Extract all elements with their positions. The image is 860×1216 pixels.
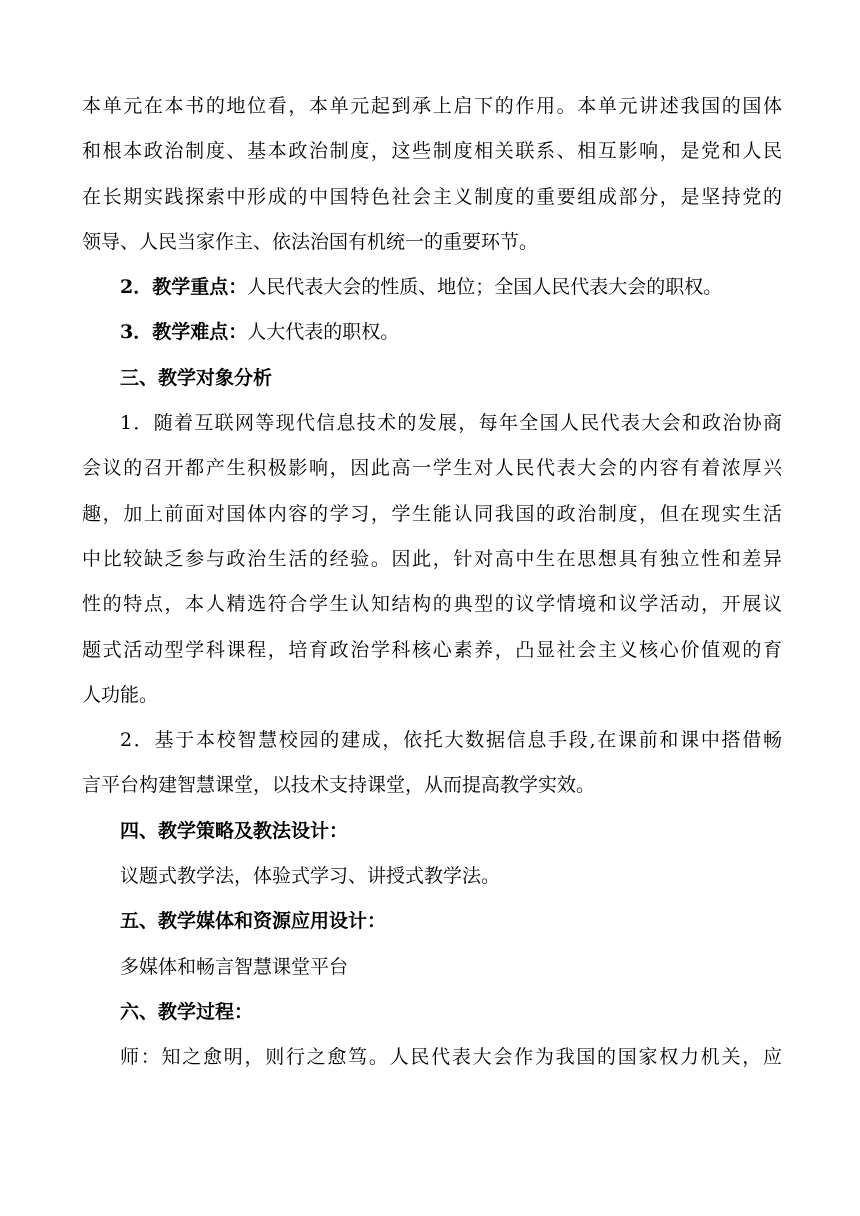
key-point-paragraph (82, 265, 782, 310)
section-heading-5: 五、教学媒体和资源应用设计： (120, 910, 387, 933)
difficulty-text: 人大代表的职权。 (247, 321, 400, 344)
paragraph-line: 1．随着互联网等现代信息技术的发展，每年全国人民代表大会和政治协商 (120, 412, 782, 435)
document-page (82, 84, 782, 1081)
section-4-text: 议题式教学法，体验式学习、讲授式教学法。 (120, 865, 501, 888)
paragraph-line: 性的特点，本人精选符合学生认知结构的典型的议学情境和议学活动，开展议 (82, 593, 782, 616)
paragraph-line: 2．基于本校智慧校园的建成，依托大数据信息手段,在课前和课中搭借畅 (120, 729, 782, 752)
paragraph-line: 在长期实践探索中形成的中国特色社会主义制度的重要组成部分，是坚持党的 (82, 185, 782, 208)
paragraph-line: 人功能。 (82, 683, 159, 706)
section-heading-4: 四、教学策略及教法设计： (120, 819, 349, 842)
paragraph-line: 中比较缺乏参与政治生活的经验。因此，针对高中生在思想具有独立性和差异 (82, 547, 782, 570)
paragraph-line: 本单元在本书的地位看，本单元起到承上启下的作用。本单元讲述我国的国体 (82, 95, 782, 117)
paragraph-line: 领导、人民当家作主、依法治国有机统一的重要环节。 (82, 230, 539, 253)
paragraph-line: 和根本政治制度、基本政治制度，这些制度相关联系、相互影响，是党和人民 (82, 140, 782, 163)
key-point-label: 2．教学重点： (120, 276, 248, 299)
difficulty-label: 3．教学难点： (120, 321, 248, 344)
paragraph-line: 题式活动型学科课程，培育政治学科核心素养，凸显社会主义核心价值观的育 (82, 638, 782, 661)
difficulty-paragraph (82, 310, 782, 355)
section-heading-3: 三、教学对象分析 (120, 366, 273, 389)
section-heading-6: 六、教学过程： (120, 1000, 254, 1023)
key-point-text: 人民代表大会的性质、地位；全国人民代表大会的职权。 (247, 276, 723, 299)
paragraph-line: 言平台构建智慧课堂，以技术支持课堂，从而提高教学实效。 (82, 774, 596, 797)
section-6-text: 师：知之愈明，则行之愈笃。人民代表大会作为我国的国家权力机关，应 (120, 1046, 782, 1069)
section-5-text: 多媒体和畅言智慧课堂平台 (120, 955, 349, 978)
paragraph-line: 会议的召开都产生积极影响，因此高一学生对人民代表大会的内容有着浓厚兴 (82, 457, 782, 480)
paragraph-line: 趣，加上前面对国体内容的学习，学生能认同我国的政治制度，但在现实生活 (82, 502, 782, 525)
